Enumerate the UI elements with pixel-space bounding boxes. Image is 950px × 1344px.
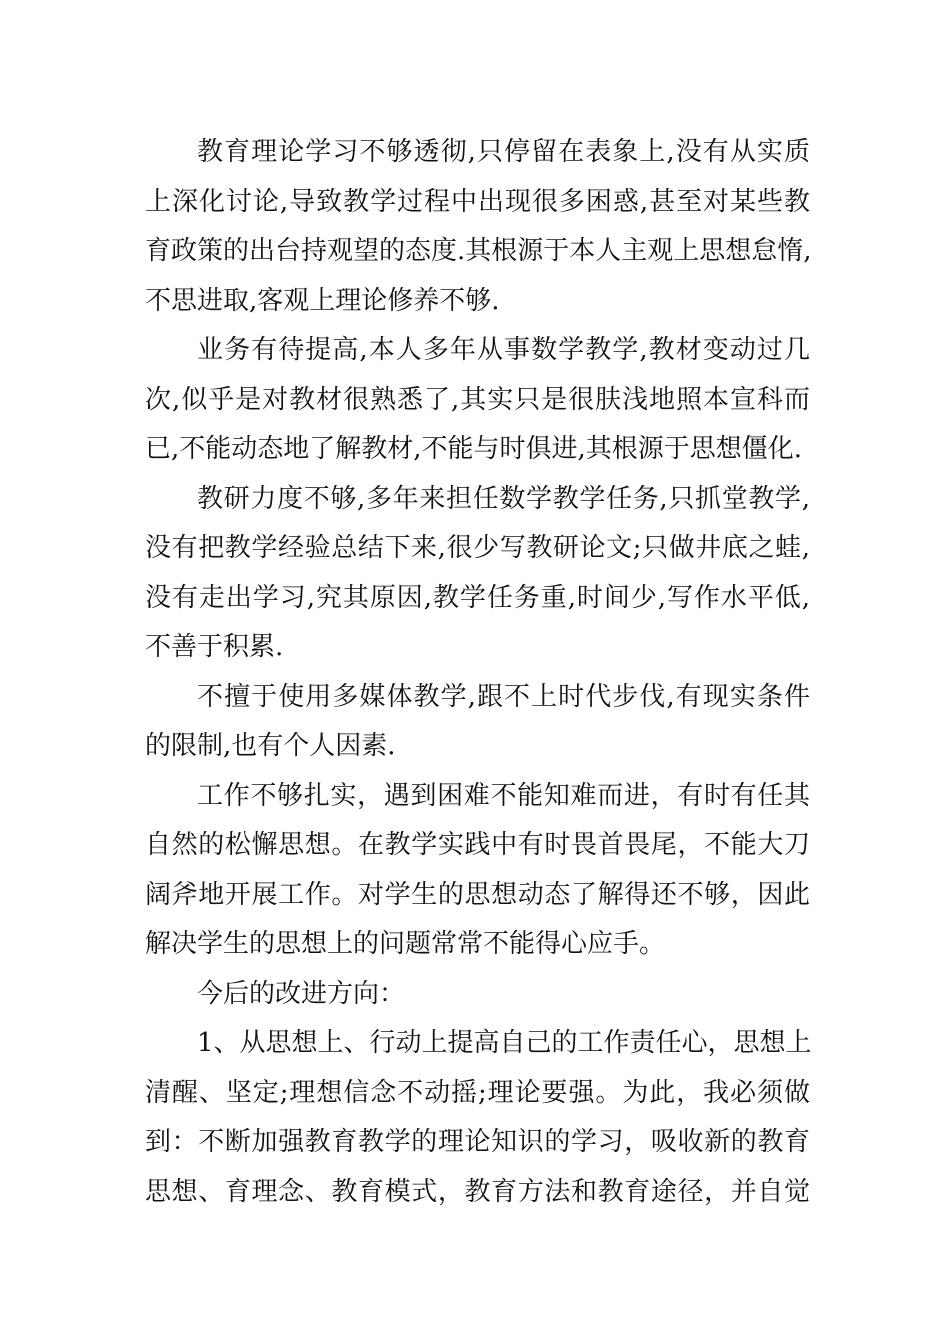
text-line: 不思进取,客观上理论修养不够. bbox=[145, 285, 500, 316]
text-line: 今后的改进方向： bbox=[197, 978, 406, 1009]
text-line: 育政策的出台持观望的态度.其根源于本人主观上思想怠惰, bbox=[145, 236, 812, 266]
paragraph bbox=[145, 326, 810, 475]
text-line: 自然的松懈思想。在教学实践中有时畏首畏尾，不能大刀 bbox=[145, 830, 810, 860]
text-line: 工作不够扎实，遇到困难不能知难而进，有时有任其 bbox=[197, 780, 810, 811]
paragraph bbox=[145, 128, 810, 326]
text-line: 阔斧地开展工作。对学生的思想动态了解得还不够，因此 bbox=[145, 879, 810, 910]
text-line: 次,似乎是对教材很熟悉了,其实只是很肤浅地照本宣科而 bbox=[145, 384, 810, 415]
text-line: 解决学生的思想上的问题常常不能得心应手。 bbox=[145, 929, 666, 959]
text-line: 已,不能动态地了解教材,不能与时俱进,其根源于思想僵化. bbox=[145, 434, 803, 464]
text-line: 业务有待提高,本人多年从事数学教学,教材变动过几 bbox=[197, 335, 810, 365]
paragraph bbox=[145, 673, 810, 772]
text-line: 到：不断加强教育教学的理论知识的学习，吸收新的教育 bbox=[145, 1127, 810, 1157]
text-line: 没有走出学习,究其原因,教学任务重,时间少,写作水平低, bbox=[145, 582, 810, 613]
paragraph bbox=[145, 1019, 810, 1217]
text-line: 教育理论学习不够透彻,只停留在表象上,没有从实质 bbox=[197, 137, 810, 167]
paragraph bbox=[145, 772, 810, 970]
text-line: 思想、育理念、教育模式，教育方法和教育途径，并自觉 bbox=[145, 1176, 810, 1207]
text-line: 上深化讨论,导致教学过程中出现很多困惑,甚至对某些教 bbox=[145, 186, 810, 217]
paragraph bbox=[145, 970, 810, 1020]
text-line: 没有把教学经验总结下来,很少写教研论文;只做井底之蛙, bbox=[145, 533, 810, 563]
text-line: 清醒、坚定;理想信念不动摇;理论要强。为此，我必须做 bbox=[145, 1077, 810, 1108]
text-line: 1、从思想上、行动上提高自己的工作责任心，思想上 bbox=[197, 1028, 812, 1058]
document-body bbox=[145, 128, 810, 1217]
text-line: 不擅于使用多媒体教学,跟不上时代步伐,有现实条件 bbox=[197, 681, 810, 712]
text-line: 教研力度不够,多年来担任数学教学任务,只抓堂教学, bbox=[197, 483, 810, 514]
paragraph bbox=[145, 475, 810, 673]
text-line: 的限制,也有个人因素. bbox=[145, 731, 396, 761]
text-line: 不善于积累. bbox=[145, 632, 284, 662]
